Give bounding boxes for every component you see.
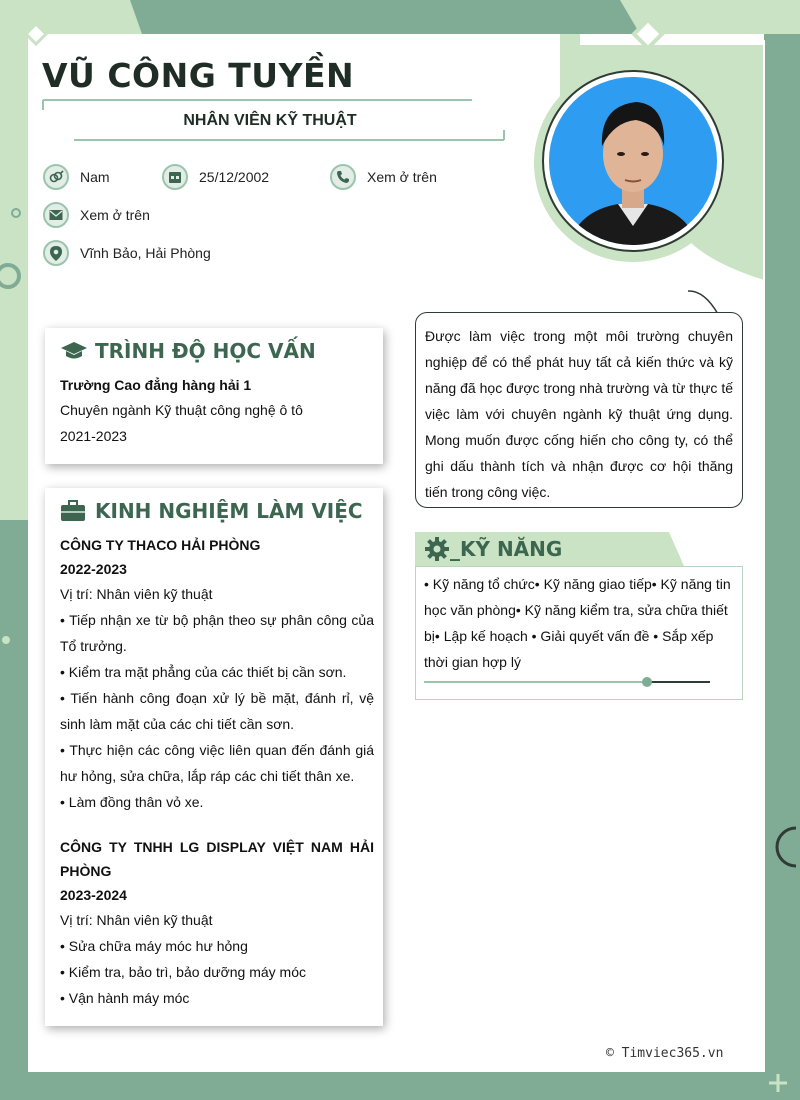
job-1-duty: • Tiếp nhận xe từ bộ phận theo sự phân công của	[60, 612, 374, 628]
education-title: TRÌNH ĐỘ HỌC VẤN	[95, 339, 316, 363]
education-years: 2021-2023	[60, 428, 127, 444]
email-icon	[43, 202, 69, 228]
job-1-role: Vị trí: Nhân viên kỹ thuật	[60, 586, 213, 602]
job-2-duty: • Vận hành máy móc	[60, 990, 190, 1006]
gender-value: Nam	[80, 169, 110, 185]
briefcase-icon	[60, 500, 86, 522]
skills-text: • Kỹ năng tổ chức• Kỹ năng giao tiếp• Kỹ năng tin học văn phòng• Kỹ năng kiểm tra, sửa chữa thiết bị• Lập kế hoạch • Giải quyết vấn đề • Sắp xếp thời gian hợp lý	[424, 576, 731, 670]
job-1-years: 2022-2023	[60, 561, 127, 577]
job-position: NHÂN VIÊN KỸ THUẬT	[183, 112, 357, 129]
phone-value: Xem ở trên	[367, 169, 437, 185]
skill-level-knob	[642, 677, 652, 687]
location-icon	[43, 240, 69, 266]
job-1-duty: • Thực hiện các công việc liên quan đến đánh giá	[60, 742, 374, 758]
email-value: Xem ở trên	[80, 207, 150, 223]
education-major: Chuyên ngành Kỹ thuật công nghệ ô tô	[60, 402, 303, 418]
gear-icon	[424, 536, 450, 562]
education-school: Trường Cao đẳng hàng hải 1	[60, 377, 252, 393]
job-1-duty: • Tiến hành công đoạn xử lý bề mặt, đánh rỉ, vệ	[60, 690, 374, 706]
job-1-duty: • Kiểm tra mặt phẳng của các thiết bị cần sơn.	[60, 664, 347, 680]
graduation-cap-icon	[60, 340, 88, 362]
job-2-years: 2023-2024	[60, 887, 127, 903]
job-1-company: CÔNG TY THACO HẢI PHÒNG	[60, 537, 261, 553]
job-2-company: PHÒNG	[60, 863, 112, 879]
birthday-value: 25/12/2002	[199, 169, 270, 185]
job-2-company: CÔNG TY TNHH LG DISPLAY VIỆT NAM HẢI	[60, 839, 374, 855]
address-value: Vĩnh Bảo, Hải Phòng	[80, 245, 211, 261]
career-objective: Được làm việc trong một môi trường chuyên nghiệp để có thể phát huy tất cả kiến thức và kỹ năng đã học được trong nhà trường và từ thực tế việc làm với chuyên ngành kỹ thuật ứng dụng. Mong muốn được cống hiến cho công ty, có thể ghi dấu thành tích và nhận được cơ hội thăng tiến trong công việc.	[415, 312, 743, 508]
skills-section	[415, 566, 743, 700]
job-1-duty: Tổ trưởng.	[60, 638, 127, 654]
footer-copyright: © Timviec365.vn	[606, 1046, 724, 1061]
job-2-role: Vị trí: Nhân viên kỹ thuật	[60, 912, 213, 928]
avatar-photo	[548, 76, 718, 246]
experience-title: KINH NGHIỆM LÀM VIỆC	[95, 499, 363, 523]
skills-title: _KỸ NĂNG	[450, 537, 563, 561]
phone-icon	[330, 164, 356, 190]
job-2-duty: • Sửa chữa máy móc hư hỏng	[60, 938, 248, 954]
job-1-duty: • Làm đồng thân vỏ xe.	[60, 794, 204, 810]
job-1-duty: hư hỏng, sửa chữa, lắp ráp các chi tiết thân xe.	[60, 768, 355, 784]
gender-icon	[43, 164, 69, 190]
candidate-name: VŨ CÔNG TUYỀN	[42, 56, 355, 95]
job-1-duty: sinh làm mặt của các chi tiết cần sơn.	[60, 716, 295, 732]
calendar-icon	[162, 164, 188, 190]
job-2-duty: • Kiểm tra, bảo trì, bảo dưỡng máy móc	[60, 964, 306, 980]
skill-level-fill	[424, 681, 647, 683]
